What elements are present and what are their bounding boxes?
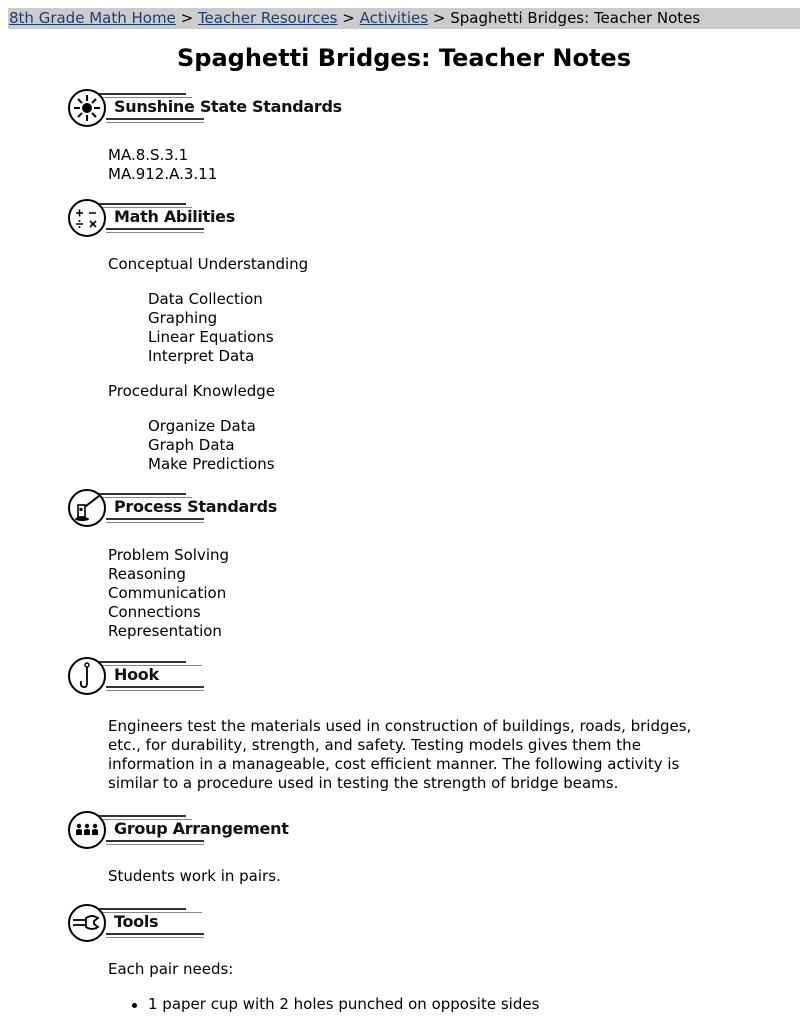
list-item: Make Predictions [148, 455, 275, 473]
section-header-hook [68, 656, 208, 696]
section-header-tools [68, 903, 208, 943]
breadcrumb-separator: > [180, 9, 194, 27]
breadcrumb [8, 8, 800, 29]
divider [106, 232, 204, 233]
divider [96, 203, 186, 205]
fishhook-icon [68, 657, 106, 695]
divider [106, 122, 204, 123]
list-item: Graph Data [148, 436, 235, 454]
list-item: Linear Equations [148, 328, 274, 346]
section-title: Hook [114, 665, 159, 684]
list-item: Graphing [148, 309, 218, 327]
list-item: 1 paper cup with 2 holes punched on opposite sides [148, 995, 800, 1014]
breadcrumb-link-teacher-resources[interactable]: Teacher Resources [197, 9, 338, 27]
list-item: Organize Data [148, 417, 256, 435]
divider [106, 840, 204, 842]
list-item: Interpret Data [148, 347, 255, 365]
list-item: Representation [108, 622, 222, 640]
divider [106, 844, 204, 845]
section-header-process-standards [68, 488, 277, 528]
divider [106, 933, 204, 935]
section-header-group-arrangement [68, 810, 289, 850]
standards-list [108, 146, 800, 184]
people-icon [68, 811, 106, 849]
list-item: Data Collection [148, 290, 263, 308]
group-arrangement-text: Students work in pairs. [108, 867, 281, 885]
divider [96, 661, 186, 663]
section-title: Tools [114, 912, 159, 931]
section-title: Process Standards [114, 497, 277, 516]
divider [96, 908, 186, 910]
breadcrumb-separator: > [342, 9, 355, 27]
divider [106, 937, 204, 938]
list-item: Connections [108, 603, 201, 621]
telescope-icon [68, 489, 106, 527]
ability-group-label: Conceptual Understanding [108, 255, 309, 273]
list-item: Problem Solving [108, 546, 230, 564]
divider [96, 93, 186, 95]
content [68, 88, 800, 1014]
ability-group-label: Procedural Knowledge [108, 382, 276, 400]
list-item: Reasoning [108, 565, 186, 583]
hook-text: Engineers test the materials used in construction of buildings, roads, bridges, etc., for durability, strength, and safety. Testing models gives them the information in a manageable, cost efficient manner. The following activity is similar to a procedure used in testing the strength of bridge beams. [108, 717, 692, 792]
sun-icon [68, 89, 106, 127]
divider [106, 522, 204, 523]
wrench-icon [68, 904, 106, 942]
divider [106, 686, 204, 688]
list-item: Communication [108, 584, 227, 602]
breadcrumb-link-home[interactable]: 8th Grade Math Home [9, 9, 176, 27]
divider [106, 690, 204, 691]
section-title: Math Abilities [114, 207, 235, 226]
divider [96, 815, 186, 817]
math-operators-icon [68, 199, 106, 237]
section-title: Group Arrangement [114, 819, 289, 838]
divider [106, 518, 204, 520]
list-item: MA.8.S.3.1 [108, 146, 189, 164]
section-title: Sunshine State Standards [114, 97, 342, 116]
ability-list [148, 417, 800, 474]
section-header-math-abilities [68, 198, 238, 238]
page-title: Spaghetti Bridges: Teacher Notes [176, 44, 631, 72]
divider [106, 118, 204, 120]
section-header-standards [68, 88, 342, 128]
breadcrumb-current: Spaghetti Bridges: Teacher Notes [450, 9, 701, 27]
ability-list [148, 290, 800, 366]
breadcrumb-separator: > [432, 9, 446, 27]
tools-intro: Each pair needs: [108, 960, 234, 978]
breadcrumb-link-activities[interactable]: Activities [359, 9, 429, 27]
divider [106, 228, 204, 230]
divider [96, 493, 186, 495]
list-item: MA.912.A.3.11 [108, 165, 218, 183]
process-standards-list [108, 546, 800, 641]
tools-list [68, 995, 800, 1014]
